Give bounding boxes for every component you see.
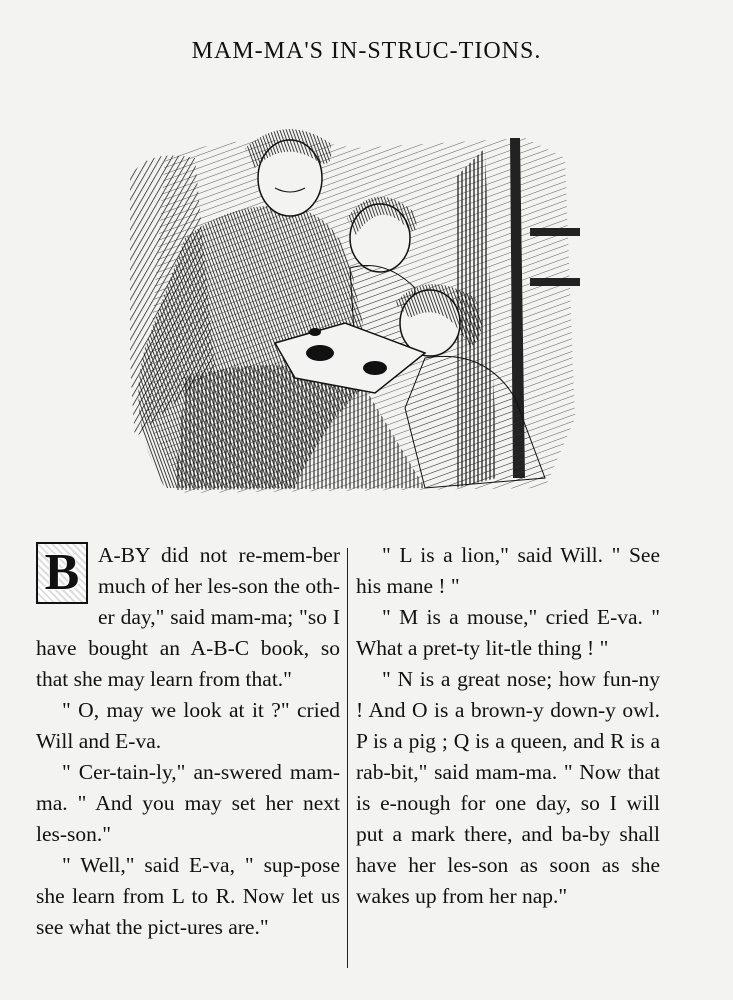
paragraph: " N is a great nose; how fun-ny ! And O is a brown-y down-y owl. P is a pig ; Q is a queen, and R is a rab-bit," said mam-ma. " Now that is e-nough for one day, so I will put a mark there, and ba-by shall have her les-son as soon as she wakes up from her nap." [356, 667, 660, 908]
paragraph: A-BY did not re-mem-ber much of her les-son the oth-er day," said mam-ma; "so I have bought an A-B-C book, so that she may learn from that." [36, 543, 340, 691]
text-columns [36, 540, 698, 980]
paragraph: " O, may we look at it ?" cried Will and E-va. [36, 698, 340, 753]
page-title: MAM-MA'S IN-STRUC-TIONS. [191, 38, 542, 64]
engraving-mother-reading-to-children-icon [125, 118, 585, 503]
right-column [356, 540, 660, 912]
paragraph: " L is a lion," said Will. " See his mane ! " [356, 543, 660, 598]
paragraph: " Cer-tain-ly," an-swered mam-ma. " And you may set her next les-son." [36, 760, 340, 846]
dropcap [36, 542, 92, 604]
dropcap-letter: B [44, 544, 80, 601]
paragraph: " Well," said E-va, " sup-pose she learn from L to R. Now let us see what the pict-ures are." [36, 853, 340, 939]
left-column [36, 540, 340, 943]
column-divider [347, 548, 348, 968]
paragraph: " M is a mouse," cried E-va. " What a pret-ty lit-tle thing ! " [356, 605, 660, 660]
